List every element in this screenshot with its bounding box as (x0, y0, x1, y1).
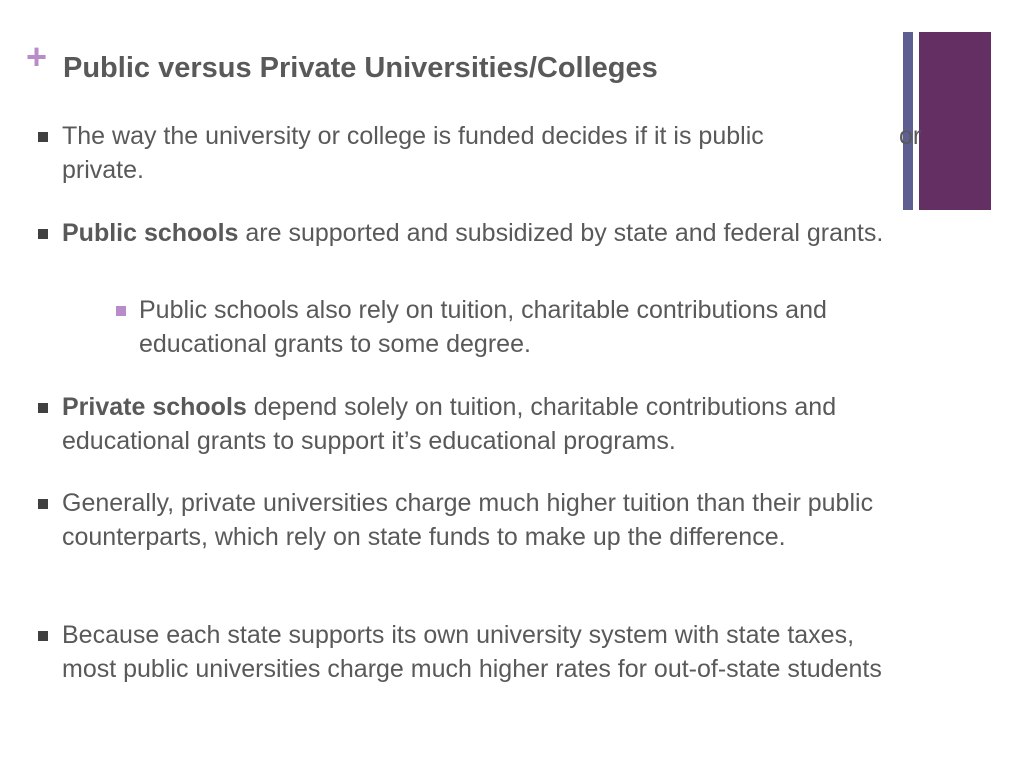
bullet-text: Because each state supports its own university system with state taxes, most public universities charge much higher rates for out-of-state students (62, 621, 882, 683)
bullet-square-icon (38, 132, 48, 142)
bullet-square-icon (38, 229, 48, 239)
sub-bullet-item (139, 293, 939, 361)
bullet-item (62, 119, 862, 187)
bullet-item (62, 486, 912, 554)
plus-icon: + (26, 36, 48, 77)
bullet-text-continued: private. (62, 156, 144, 184)
bullet-item (62, 216, 922, 250)
bullet-square-icon (38, 499, 48, 509)
bullet-text: depend solely on tuition, charitable contributions and educational grants to support it’s educational programs. (62, 393, 837, 455)
bullet-bold-text: Private schools (62, 393, 247, 421)
sub-bullet-square-icon (116, 306, 126, 316)
bullet-bold-text: Public schools (62, 219, 239, 247)
bullet-text: are supported and subsidized by state and federal grants. (238, 219, 884, 247)
bullet-square-icon (38, 631, 48, 641)
bullet-square-icon (38, 403, 48, 413)
bullet-item (62, 390, 902, 458)
bullet-text: Public schools also rely on tuition, charitable contributions and educational grants to some degree. (139, 296, 827, 358)
overlapped-text: or (899, 122, 922, 150)
slide-title: Public versus Private Universities/Colleges (63, 52, 658, 84)
decorative-bar-thick (919, 32, 991, 210)
bullet-text: The way the university or college is funded decides if it is public (62, 122, 764, 150)
bullet-text: Generally, private universities charge much higher tuition than their public counterparts, which rely on state funds to make up the difference. (62, 489, 874, 551)
bullet-item (62, 618, 912, 686)
